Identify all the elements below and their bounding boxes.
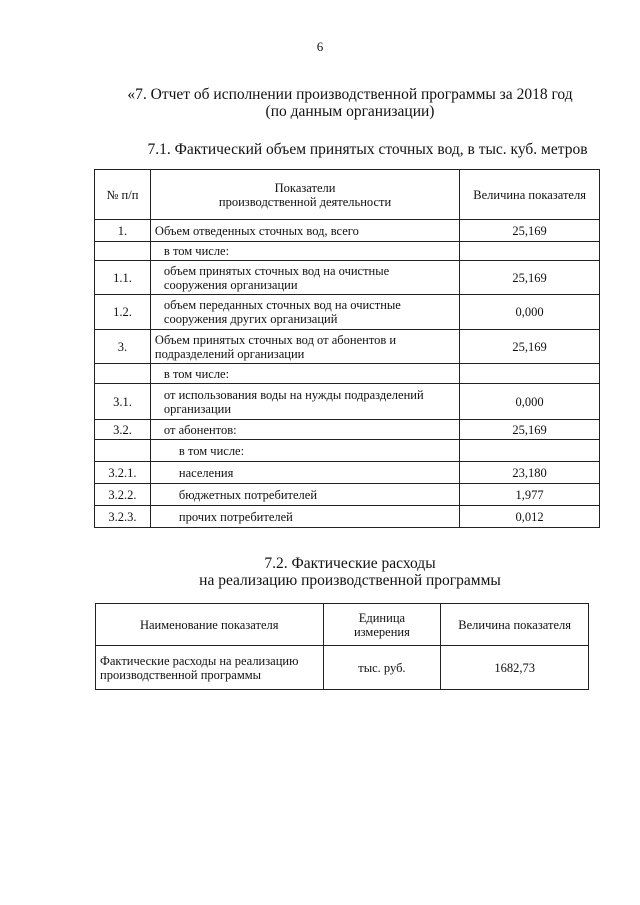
row-value [460,364,600,384]
row-value: 1,977 [460,484,600,506]
row-num: 3.1. [95,384,151,420]
header-value: Величина показателя [441,604,589,646]
header-indicator-line2: производственной деятельности [218,194,392,209]
row-num [95,364,151,384]
row-num: 1. [95,220,151,242]
row-value: 25,169 [460,330,600,364]
row-value: 25,169 [460,420,600,440]
section-title-line1: «7. Отчет об исполнении производственной программы за 2018 год [127,86,573,103]
row-value: 25,169 [460,220,600,242]
row-label: от абонентов: [150,420,459,440]
row-label: Объем отведенных сточных вод, всего [150,220,459,242]
row-num: 3. [95,330,151,364]
subsection-title-actual-expenses [0,555,640,589]
section-title-line2: (по данным организации) [265,103,435,120]
row-num: 1.1. [95,261,151,295]
row-label: объем принятых сточных вод на очистные сооружения организации [150,261,459,295]
header-indicator [150,170,459,220]
row-label: в том числе: [150,364,459,384]
row-unit: тыс. руб. [323,646,441,690]
table-row [95,420,600,440]
subsection2-title-line2: на реализацию производственной программы [199,572,501,589]
section-title [0,86,640,120]
table-row [96,646,589,690]
row-value: 0,000 [460,384,600,420]
table-row [95,242,600,261]
row-value: 23,180 [460,462,600,484]
row-value: 25,169 [460,261,600,295]
table-header-row [95,170,600,220]
row-value [460,242,600,261]
table-row [95,295,600,330]
row-value: 0,012 [460,506,600,528]
header-unit-line2: измерения [353,624,410,639]
subsection2-title-line1: 7.2. Фактические расходы [264,555,436,572]
page-number: 6 [316,39,324,54]
wastewater-volume-table [94,169,600,528]
row-label: объем переданных сточных вод на очистные сооружения других организаций [150,295,459,330]
header-indicator-line1: Показатели [274,180,336,195]
table-row [95,506,600,528]
row-label: бюджетных потребителей [150,484,459,506]
row-value: 1682,73 [441,646,589,690]
row-label: прочих потребителей [150,506,459,528]
row-value: 0,000 [460,295,600,330]
table-row [95,364,600,384]
row-num: 1.2. [95,295,151,330]
row-num [95,440,151,462]
table-row [95,384,600,420]
header-value: Величина показателя [460,170,600,220]
row-name: Фактические расходы на реализацию производственной программы [96,646,324,690]
table-row [95,462,600,484]
table-row [95,261,600,295]
row-num [95,242,151,261]
subsection-title-wastewater-volume: 7.1. Фактический объем принятых сточных вод, в тыс. куб. метров [147,141,588,158]
row-label: в том числе: [150,242,459,261]
header-unit-line1: Единица [358,610,406,625]
expenses-table [95,603,589,690]
table-row [95,220,600,242]
row-num: 3.2.2. [95,484,151,506]
row-num: 3.2.3. [95,506,151,528]
row-num: 3.2. [95,420,151,440]
row-label: от использования воды на нужды подразделений организации [150,384,459,420]
row-value [460,440,600,462]
header-unit [323,604,441,646]
row-label: в том числе: [150,440,459,462]
table-row [95,484,600,506]
row-label: Объем принятых сточных вод от абонентов и подразделений организации [150,330,459,364]
table-row [95,330,600,364]
table-header-row [96,604,589,646]
row-label: населения [150,462,459,484]
header-name: Наименование показателя [96,604,324,646]
header-num: № п/п [95,170,151,220]
row-num: 3.2.1. [95,462,151,484]
table-row [95,440,600,462]
